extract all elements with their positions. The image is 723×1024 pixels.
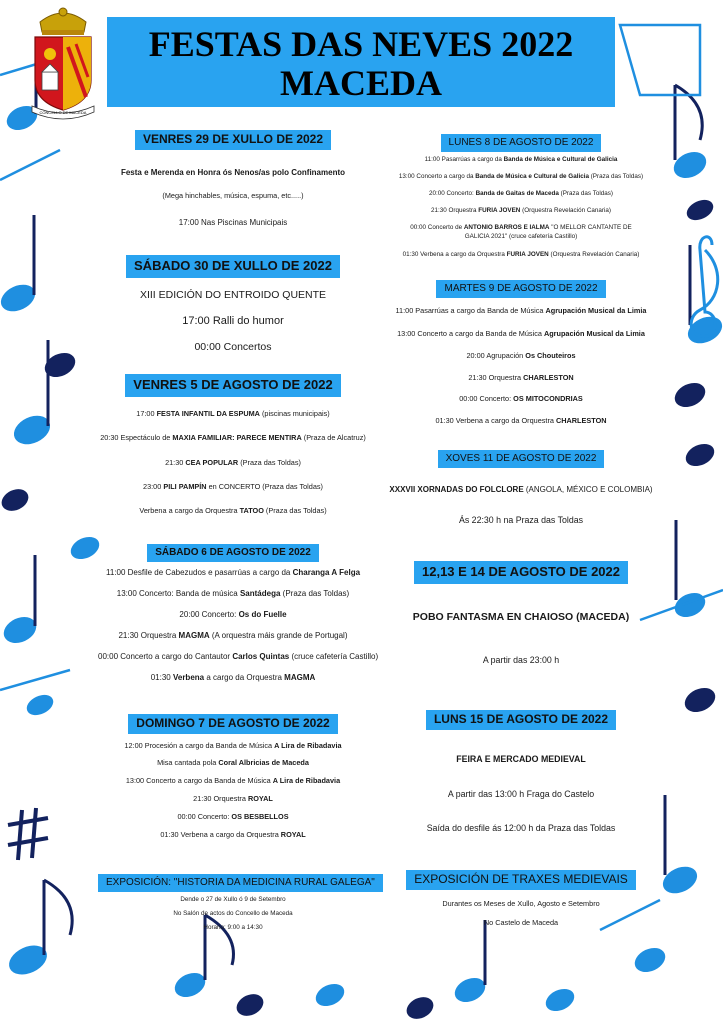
event-line: 20:30 Espectáculo de MAXIA FAMILIAR: PARECE MENTIRA (Praza de Alcatruz)	[100, 433, 366, 442]
section-martes-9-agosto	[372, 278, 670, 430]
section-header: EXPOSICIÓN: "HISTORIA DA MEDICINA RURAL GALEGA"	[98, 874, 383, 892]
event-line: XXXVII XORNADAS DO FOLCLORE (ANGOLA, MÉXICO E COLOMBIA)	[389, 485, 653, 494]
event-line: 11:00 Pasarrúas a cargo da Banda de Música Agrupación Musical da Limia	[395, 306, 647, 315]
section-venres-5-agosto	[98, 374, 368, 524]
section-luns-15-agosto	[372, 710, 670, 840]
section-header: VENRES 29 DE XULLO DE 2022	[135, 130, 331, 150]
section-venres-29-xullo	[98, 130, 368, 248]
section-sabado-30-xullo	[98, 255, 368, 360]
event-line: Verbena a cargo da Orquestra TATOO (Praza das Toldas)	[139, 506, 327, 515]
note-head-icon	[403, 993, 437, 1023]
event-line: FEIRA E MERCADO MEDIEVAL	[456, 754, 586, 764]
event-line: Festa e Merenda en Honra ós Nenos/as polo Confinamento	[120, 168, 346, 177]
note-head-icon	[542, 985, 578, 1016]
section-exposicion-medicina	[98, 872, 375, 937]
event-line: 01:30 Verbena a cargo da Orquestra MAGMA	[150, 673, 316, 682]
event-line: No Castelo de Maceda	[483, 918, 559, 927]
event-line: 13:00 Concerto a cargo da Banda de Música e Cultural de Galicia (Praza das Toldas)	[398, 173, 644, 180]
note-head-icon	[0, 485, 32, 515]
section-header: SÁBADO 6 DE AGOSTO DE 2022	[147, 544, 319, 562]
event-line: 13:00 Concerto: Banda de música Santádega (Praza das Toldas)	[116, 589, 350, 598]
note-head-icon	[682, 440, 718, 471]
event-line: XIII EDICIÓN DO ENTROIDO QUENTE	[139, 289, 327, 301]
event-line: 13:00 Concerto a cargo da Banda de Música A Lira de Ribadavia	[125, 776, 341, 785]
event-line: 00:00 Concerto a cargo do Cantautor Carlos Quintas (cruce cafetería Castillo)	[98, 652, 379, 661]
event-line: 23:00 PILI PAMPÍN en CONCERTO (Praza das Toldas)	[143, 482, 323, 491]
event-line: Misa cantada pola Coral Albricias de Maceda	[157, 758, 309, 767]
note-head-icon	[312, 980, 348, 1011]
coat-of-arms-icon	[28, 2, 98, 120]
event-line: POBO FANTASMA EN CHAIOSO (MACEDA)	[412, 611, 630, 623]
event-line: 20:00 Agrupación Os Chouteiros	[466, 351, 576, 360]
event-line: 21:30 Orquestra CHARLESTON	[468, 373, 574, 382]
section-header: DOMINGO 7 DE AGOSTO DE 2022	[128, 714, 337, 734]
event-line: 00:00 Concerto: OS BESBELLOS	[177, 812, 289, 821]
note-head-icon	[24, 691, 57, 719]
event-line: 20:00 Concerto: Os do Fuelle	[179, 610, 287, 619]
note-head-icon	[233, 990, 267, 1020]
event-line: No Salón de actos do Concello de Maceda	[173, 910, 293, 917]
note-head-icon	[631, 943, 669, 976]
section-header: XOVES 11 DE AGOSTO DE 2022	[438, 450, 605, 468]
event-line: 17:00 FESTA INFANTIL DA ESPUMA (piscinas municipais)	[136, 409, 330, 418]
section-header: SÁBADO 30 DE XULLO DE 2022	[126, 255, 340, 278]
event-line: 11:00 Desfile de Cabezudos e pasarrúas a cargo da Charanga A Felga	[105, 568, 361, 577]
note-head-icon	[451, 973, 489, 1006]
event-line: 21:30 CEA POPULAR (Praza das Toldas)	[165, 458, 301, 467]
event-line: 12:00 Procesión a cargo da Banda de Música A Lira de Ribadavia	[124, 741, 342, 750]
note-head-icon	[671, 378, 709, 411]
event-line: Durantes os Meses de Xullo, Agosto e Setembro	[442, 899, 600, 908]
event-line: 00:00 Concerto: OS MITOCONDRIAS	[459, 394, 583, 403]
section-lunes-8-agosto	[372, 132, 670, 260]
event-location: MACEDA	[280, 63, 442, 103]
event-line: 00:00 Concertos	[194, 341, 272, 353]
event-line: 11:00 Pasarrúas a cargo da Banda de Música e Cultural de Galicia	[424, 156, 618, 163]
event-line: 13:00 Concerto a cargo da Banda de Música Agrupación Musical da Limia	[397, 329, 645, 338]
event-line: 01:30 Verbena a cargo da Orquestra ROYAL	[160, 830, 306, 839]
event-line: GALICIA 2021" (cruce cafetería Castillo)	[464, 233, 578, 240]
event-line: Ás 22:30 h na Praza das Toldas	[458, 515, 584, 525]
section-exposicion-traxes	[372, 870, 670, 930]
section-sabado-6-agosto	[98, 542, 379, 687]
section-header: LUNES 8 DE AGOSTO DE 2022	[441, 134, 602, 152]
event-line: 21:30 Orquestra FURIA JOVEN (Orquestra Revelación Canaria)	[430, 207, 612, 214]
title-banner	[107, 17, 615, 107]
section-header: VENRES 5 DE AGOSTO DE 2022	[125, 374, 340, 397]
event-line: 17:00 Ralli do humor	[182, 315, 284, 327]
event-line: 21:30 Orquestra ROYAL	[193, 794, 273, 803]
event-line: Dende o 27 de Xullo ó 9 de Setembro	[180, 896, 286, 903]
note-head-icon	[681, 683, 719, 716]
event-line: 17:00 Nas Piscinas Municipais	[178, 218, 288, 227]
event-line: Horario: 9:00 a 14:30	[203, 924, 263, 931]
section-header: LUNS 15 DE AGOSTO DE 2022	[426, 710, 616, 730]
crest-label: CONCELLO DE MACEDA	[39, 110, 87, 115]
section-domingo-7-agosto	[98, 714, 368, 844]
event-line: Saída do desfile ás 12:00 h da Praza das Toldas	[426, 823, 616, 833]
note-head-icon	[171, 968, 209, 1001]
section-xoves-11-agosto	[372, 448, 670, 533]
section-header: EXPOSICIÓN DE TRAXES MEDIEVAIS	[406, 870, 636, 890]
event-line: A partir das 23:00 h	[482, 655, 560, 665]
note-head-icon	[684, 196, 717, 224]
event-line: 01:30 Verbena a cargo da Orquestra FURIA JOVEN (Orquestra Revelación Canaria)	[402, 251, 640, 258]
section-header: MARTES 9 DE AGOSTO DE 2022	[436, 280, 605, 298]
event-line: (Mega hinchables, música, espuma, etc.....)	[162, 191, 304, 200]
event-line: 20:00 Concerto: Banda de Gaitas de Maceda (Praza das Toldas)	[429, 190, 613, 197]
event-title: FESTAS DAS NEVES 2022	[148, 24, 574, 64]
event-line: 21:30 Orquestra MAGMA (A orquestra máis grande de Portugal)	[118, 631, 348, 640]
event-line: 01:30 Verbena a cargo da Orquestra CHARLESTON	[435, 416, 607, 425]
section-12-13-14-agosto	[372, 561, 670, 676]
sharp-icon	[18, 810, 22, 860]
event-line: A partir das 13:00 h Fraga do Castelo	[447, 789, 595, 799]
event-line: 00:00 Concerto de ANTONIO BARROS E IALMA "O MELLOR CANTANTE DE	[410, 224, 632, 231]
section-header: 12,13 E 14 DE AGOSTO DE 2022	[414, 561, 628, 584]
